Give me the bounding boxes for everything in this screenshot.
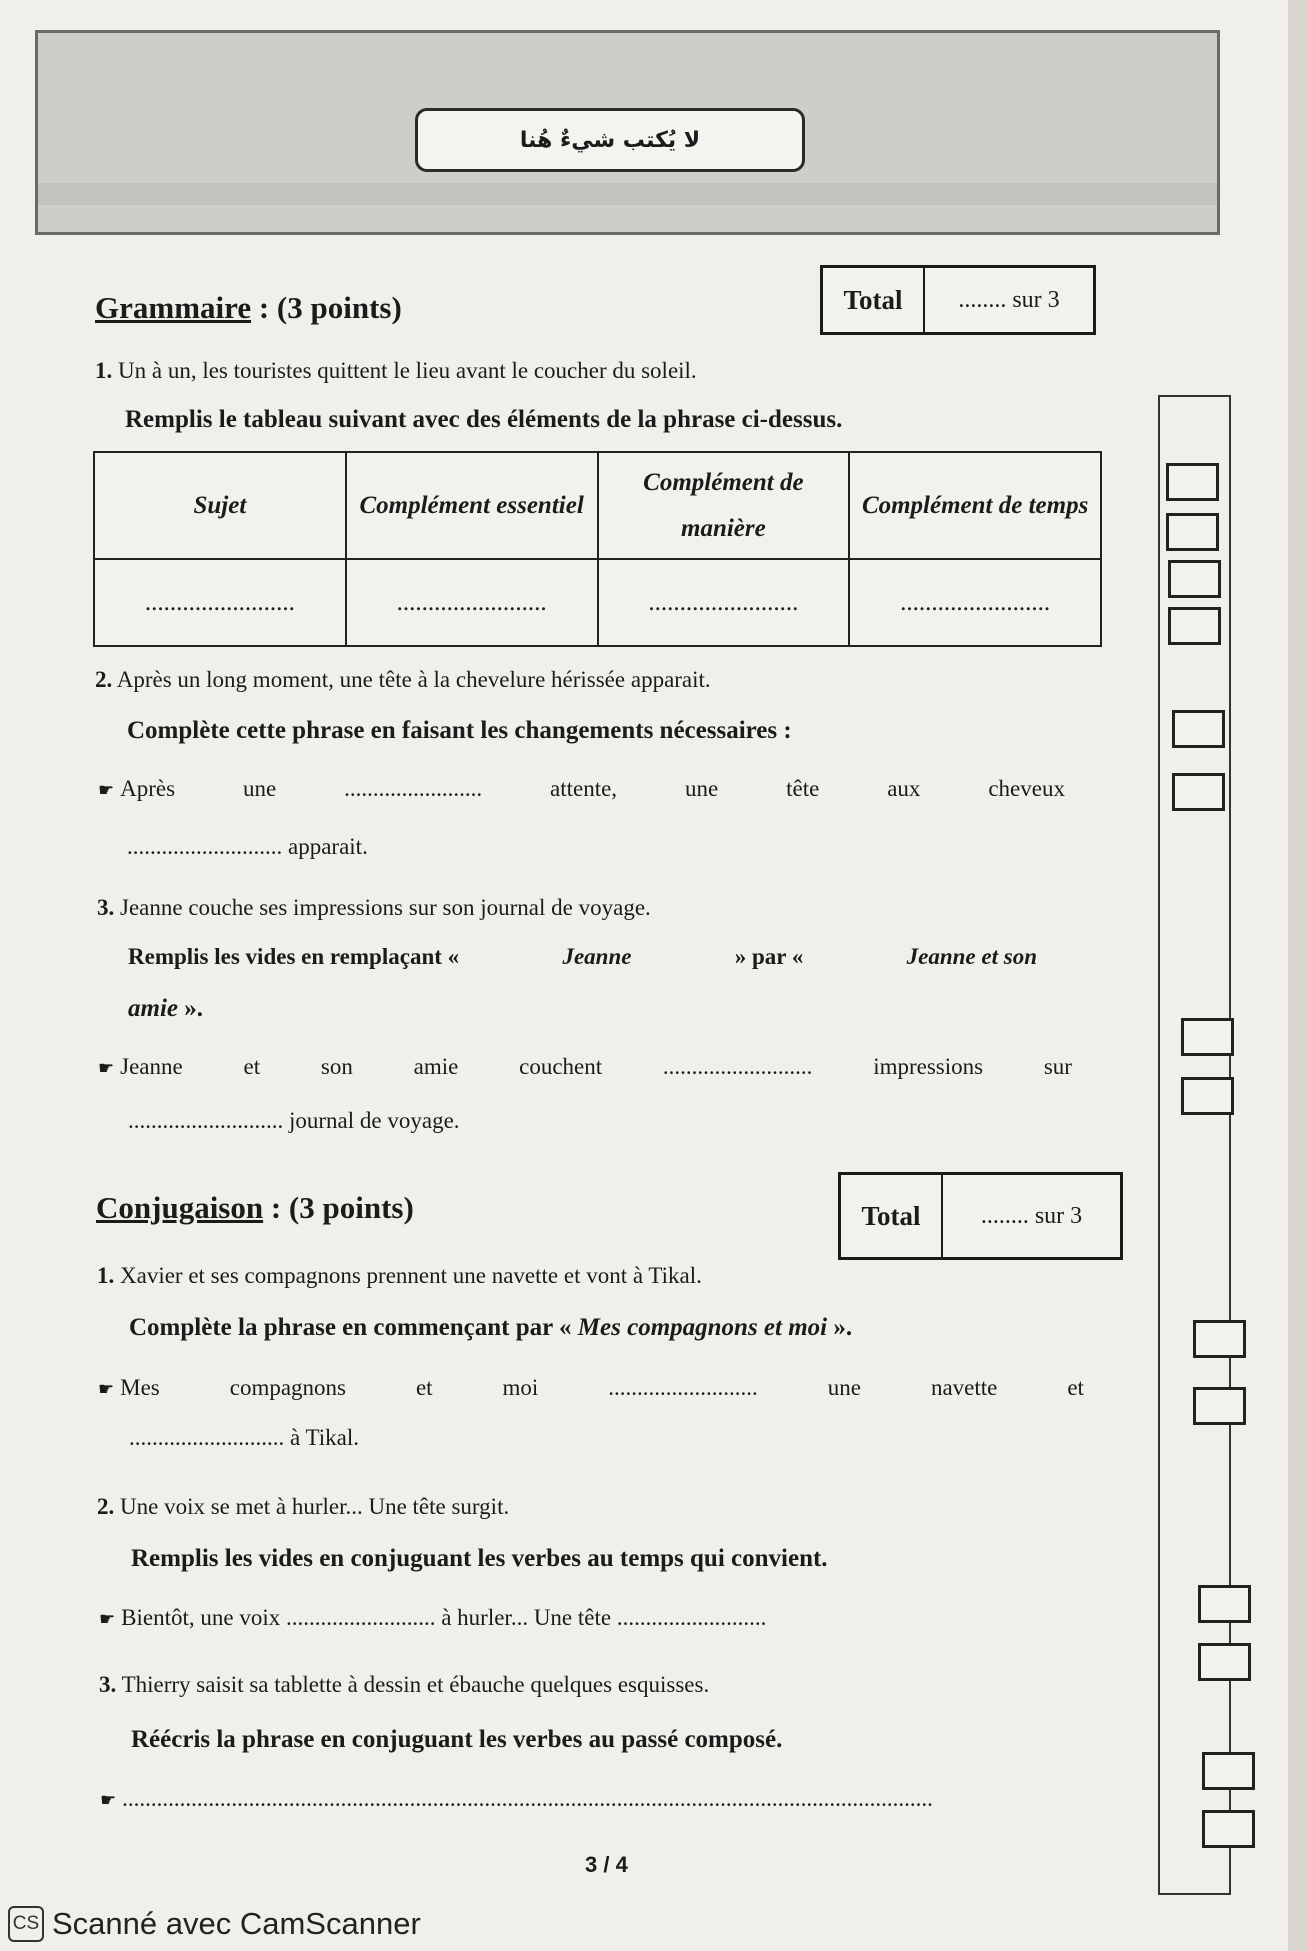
c-q1-instr-italic: Mes compagnons et moi [577, 1314, 828, 1341]
g-q3-blank[interactable]: .......................... [662, 1054, 813, 1079]
score-box[interactable] [1172, 710, 1225, 748]
c-q3-sentence [99, 1672, 709, 1698]
pointing-hand-icon: ☛ [98, 1058, 115, 1079]
blank-sujet[interactable]: ........................ [94, 559, 346, 646]
grammar-table [93, 451, 1102, 647]
blank-complement-essentiel[interactable]: ........................ [346, 559, 598, 646]
pointing-hand-icon: ☛ [99, 1609, 116, 1630]
score-box[interactable] [1198, 1643, 1251, 1681]
g-q3-text: Jeanne couche ses impressions sur son journal de voyage. [120, 895, 651, 920]
conjugaison-points: : (3 points) [270, 1190, 414, 1225]
g-q2-word: attente, [550, 776, 618, 801]
score-box[interactable] [1202, 1752, 1255, 1790]
c-q3-answer-text[interactable]: ............................................................................................................................................. [122, 1786, 933, 1811]
g-q2-word: aux [887, 776, 921, 801]
pointing-hand-icon: ☛ [98, 780, 115, 801]
g-q3-word: couchent [519, 1054, 603, 1079]
banner-strip [38, 183, 1217, 205]
header-banner [35, 30, 1220, 235]
g-q2-word: ☛ Après [98, 776, 176, 801]
g-q3-instr-b: » par « [734, 944, 804, 969]
table-answer-row [94, 559, 1101, 646]
c-q1-instruction [129, 1314, 852, 1342]
total-label: Total [841, 1175, 943, 1257]
c-q1-word: navette [930, 1375, 998, 1400]
blank-complement-temps[interactable]: ........................ [849, 559, 1101, 646]
score-box[interactable] [1181, 1018, 1234, 1056]
camscanner-watermark: Scanné avec CamScanner [52, 1906, 421, 1941]
g-q3-word: ☛ Jeanne [98, 1054, 183, 1079]
pointing-hand-icon: ☛ [100, 1790, 117, 1811]
c-q1-instr-end: ». [833, 1314, 853, 1341]
grammaire-total-box [820, 265, 1096, 335]
g-q2-word: cheveux [988, 776, 1065, 801]
grammaire-points: : (3 points) [258, 290, 402, 325]
conjugaison-total-box [838, 1172, 1123, 1260]
g-q3-instr-jeanne: Jeanne [562, 944, 632, 969]
c-q1-text: Xavier et ses compagnons prennent une navette et vont à Tikal. [120, 1263, 702, 1288]
score-box[interactable] [1168, 607, 1221, 645]
score-box[interactable] [1166, 463, 1219, 501]
page-number: 3 / 4 [585, 1852, 628, 1877]
c-q1-word: compagnons [229, 1375, 346, 1400]
g-q2-word: une [242, 776, 277, 801]
g-q1-number: 1. [95, 358, 113, 383]
pointing-hand-icon: ☛ [98, 1379, 115, 1400]
c-q1-sentence [97, 1263, 702, 1289]
c-q3-text: Thierry saisit sa tablette à dessin et ébauche quelques esquisses. [121, 1672, 710, 1697]
c-q1-word: et [415, 1375, 433, 1400]
g-q3-instr-end: ». [184, 995, 203, 1022]
score-box[interactable] [1193, 1320, 1246, 1358]
c-q2-sentence [97, 1494, 509, 1520]
total-label: Total [823, 268, 925, 332]
g-q3-word: et [243, 1054, 261, 1079]
c-q1-word: une [827, 1375, 861, 1400]
c-q1-answer-line2[interactable]: ........................... à Tikal. [129, 1425, 360, 1450]
score-box[interactable] [1172, 773, 1225, 811]
c-q1-instr-a: Complète la phrase en commençant par « [129, 1314, 572, 1341]
col-complement-maniere: Complément de manière [598, 452, 850, 559]
g-q2-instruction: Complète cette phrase en faisant les changements nécessaires : [127, 717, 792, 744]
c-q2-text: Une voix se met à hurler... Une tête surgit. [120, 1494, 510, 1519]
g-q2-blank[interactable]: ........................ [344, 776, 483, 801]
conjugaison-title: Conjugaison [96, 1190, 264, 1225]
score-box[interactable] [1202, 1810, 1255, 1848]
do-not-write-stamp: لا يُكتب شيءٌ هُنا [415, 108, 805, 172]
g-q2-word: tête [786, 776, 820, 801]
c-q1-word: ☛ Mes [98, 1375, 160, 1400]
c-q1-word: moi [502, 1375, 539, 1400]
g-q2-answer-line1 [98, 776, 1065, 802]
g-q2-sentence [95, 667, 711, 693]
g-q3-word: impressions [873, 1054, 984, 1079]
col-complement-temps: Complément de temps [849, 452, 1101, 559]
g-q3-answer-line1 [98, 1054, 1072, 1080]
camscanner-logo: CS [8, 1906, 44, 1942]
g-q2-answer-line2[interactable]: ........................... apparait. [127, 834, 368, 859]
g-q3-instr-a: Remplis les vides en remplaçant « [128, 944, 460, 969]
g-q3-word: amie [413, 1054, 459, 1079]
c-q1-blank[interactable]: .......................... [608, 1375, 758, 1400]
g-q1-text: Un à un, les touristes quittent le lieu avant le coucher du soleil. [118, 358, 697, 383]
score-box[interactable] [1181, 1077, 1234, 1115]
blank-complement-maniere[interactable]: ........................ [598, 559, 850, 646]
grammaire-title: Grammaire [95, 290, 252, 325]
c-q2-answer-text[interactable]: Bientôt, une voix .......................... à hurler... Une tête .......................... [121, 1605, 767, 1630]
score-box[interactable] [1166, 513, 1219, 551]
g-q3-instr-amie: amie [128, 995, 178, 1022]
g-q1-instruction: Remplis le tableau suivant avec des éléments de la phrase ci-dessus. [125, 406, 843, 433]
c-q2-number: 2. [97, 1494, 115, 1519]
c-q1-word: et [1067, 1375, 1084, 1400]
score-box[interactable] [1198, 1585, 1251, 1623]
total-value: ........ sur 3 [980, 1202, 1083, 1229]
g-q3-instruction-line1 [128, 944, 1037, 970]
c-q3-answer[interactable] [100, 1786, 1090, 1812]
g-q3-word: son [320, 1054, 353, 1079]
total-value: ........ sur 3 [958, 286, 1060, 313]
g-q2-text: Après un long moment, une tête à la chevelure hérissée apparait. [116, 667, 711, 692]
grammaire-heading [95, 290, 402, 326]
c-q1-number: 1. [97, 1263, 115, 1288]
g-q3-sentence [97, 895, 651, 921]
page-edge [1288, 0, 1308, 1951]
col-sujet: Sujet [94, 452, 346, 559]
score-box[interactable] [1193, 1387, 1246, 1425]
table-header-row [94, 452, 1101, 559]
col-complement-essentiel: Complément essentiel [346, 452, 598, 559]
c-q2-instruction: Remplis les vides en conjuguant les verbes au temps qui convient. [131, 1545, 828, 1572]
score-box[interactable] [1168, 560, 1221, 598]
g-q2-word: une [684, 776, 719, 801]
g-q3-instr-jeanne-son: Jeanne et son [906, 944, 1037, 969]
g-q3-word: sur [1043, 1054, 1072, 1079]
c-q3-number: 3. [99, 1672, 117, 1697]
conjugaison-heading [96, 1190, 414, 1226]
g-q3-number: 3. [97, 895, 115, 920]
c-q3-instruction: Réécris la phrase en conjuguant les verbes au passé composé. [131, 1726, 783, 1753]
c-q1-answer-line1 [98, 1375, 1084, 1401]
g-q2-number: 2. [95, 667, 113, 692]
g-q3-answer-line2[interactable]: ........................... journal de voyage. [128, 1108, 460, 1133]
c-q2-answer[interactable] [99, 1605, 766, 1631]
g-q3-instruction-line2 [128, 995, 203, 1023]
g-q1-sentence [95, 358, 697, 384]
